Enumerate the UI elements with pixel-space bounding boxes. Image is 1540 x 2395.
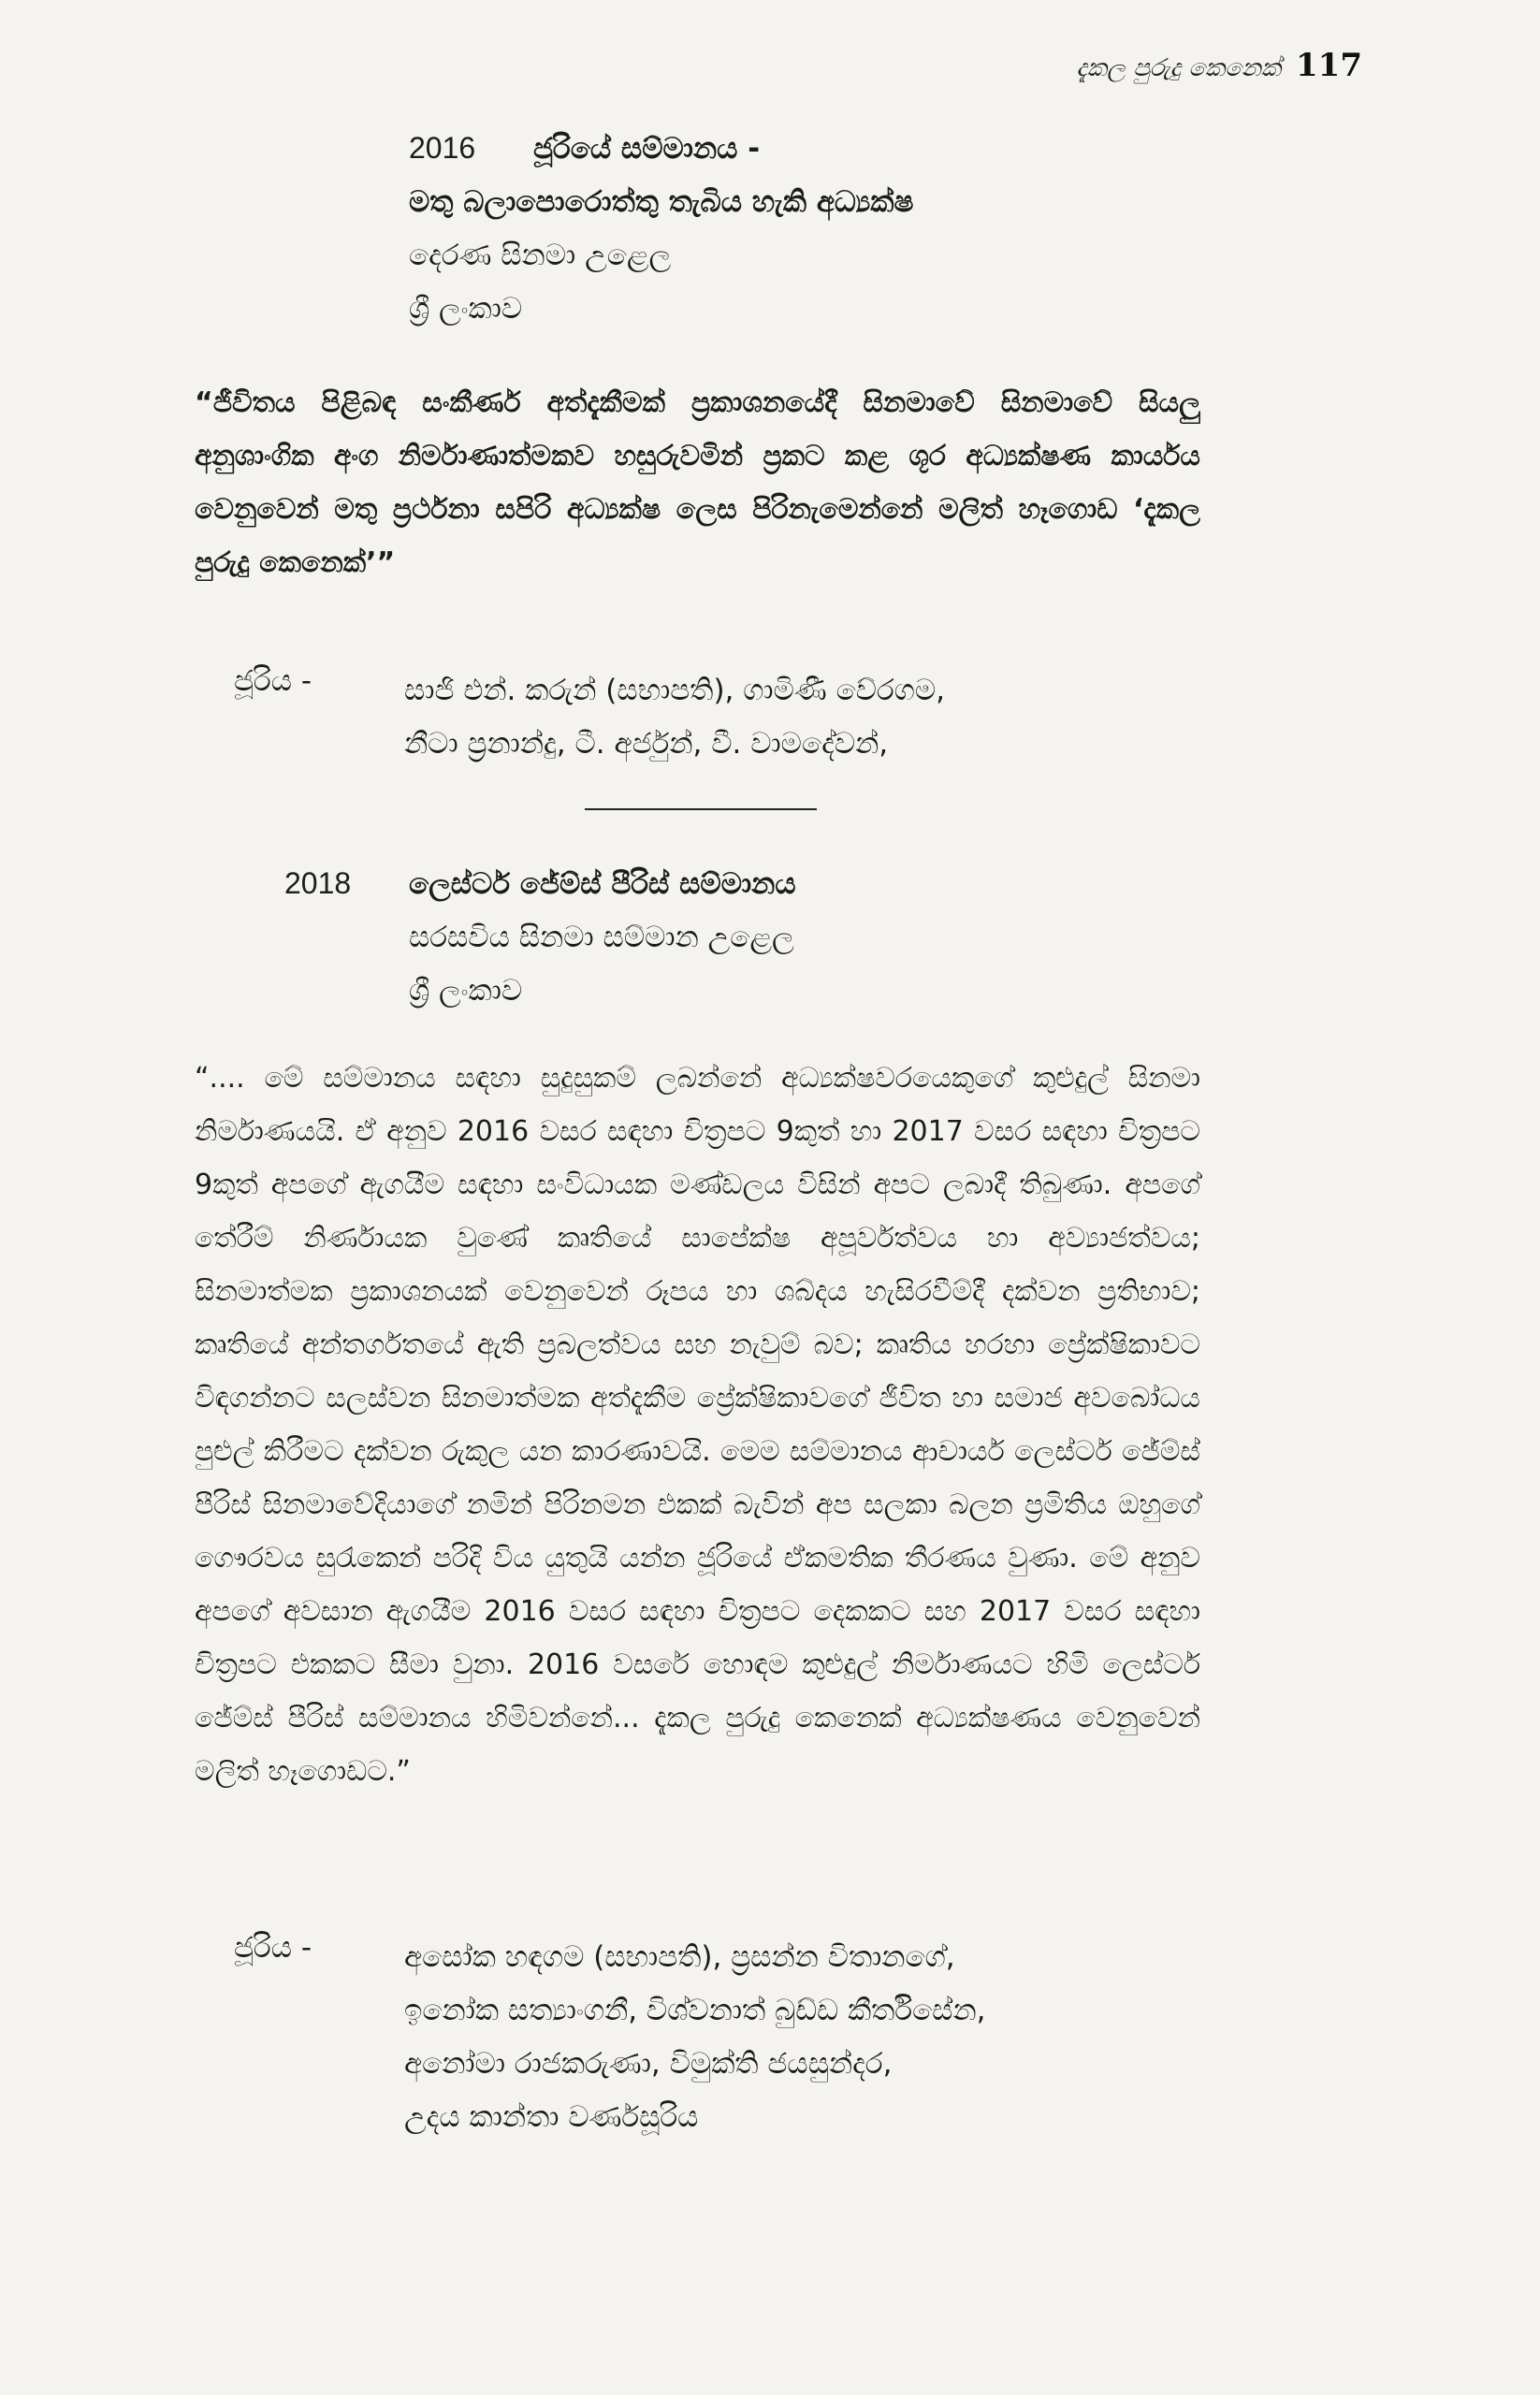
award-heading — [409, 131, 913, 167]
jury-label: ජූරිය - — [234, 1931, 312, 1965]
award-quote: “ජීවිතය පිළිබඳ සංකීර්ණ අත්දැකීමක් ප්‍රකාශනයේදී සිනමාවේ සිනමාවේ සියලු අනුශාංගික අංග නිර්මාණාත්මකව හසුරුවමින් ප්‍රකට කළ ශූර අධ්‍යක්ෂණ කාර්යය වෙනුවෙන් මතු ප්‍රර්ථනා සපිරි අධ්‍යක්ෂ ලෙස පිරිනැමෙන්නේ මලිත් හෑගොඩ ‘දැකල පුරුදු කෙනෙක්’” — [195, 386, 1200, 579]
award-heading — [284, 866, 796, 902]
award-title: ජූරියේ සම්මානය - — [533, 132, 761, 166]
section-divider — [585, 808, 817, 810]
award-title: ලෙස්ටර් ජේම්ස් පීරිස් සම්මානය — [409, 867, 796, 901]
jury-line: නීටා ප්‍රනාන්දු, ටී. අර්ජුන්, වී. වාමදේවන්, — [404, 727, 889, 761]
jury-names — [404, 664, 945, 771]
award-quote: “.... මේ සම්මානය සඳහා සුදුසුකම් ලබන්නේ අධ්‍යක්ෂවරයෙකුගේ කුළුදුල් සිනමා නිර්මාණයයි. ඒ අනුව 2016 වසර සඳහා චිත්‍රපට 9කුත් හා 2017 වසර සඳහා චිත්‍රපට 9කුත් අපගේ ඇගයීම සඳහා සංවිධායක මණ්ඩලය විසින් අපට ලබාදී තිබුණා. අපගේ තේරීම් නිර්ණායක වුණේ කෘතියේ සාපේක්ෂ අපූර්වත්වය හා අව්‍යාජත්වය; සිනමාත්මක ප්‍රකාශනයක් වෙනුවෙන් රූපය හා ශබ්දය හැසිරවීම්දී දක්වන ප්‍රතිභාව; කෘතියේ අන්තර්ගතයේ ඇති ප්‍රබලත්වය සහ නැවුම් බව; කෘතිය හරහා ප්‍රේක්ෂිකාවට විඳගන්නට සලස්වන සිනමාත්මක අත්දැකීම ප්‍රේක්ෂිකාවගේ ජීවිත හා සමාජ අවබෝධය පුළුල් කිරීමට දක්වන රුකුල යන කාරණාවයි. මෙම සම්මානය ආචාර්ය ලෙස්ටර් ජේම්ස් පීරිස් සිනමාවේදියාගේ නමින් පිරිනමන එකක් බැවින් අප සලකා බලන ප්‍රමිතිය ඔහුගේ ගෞරවය සුරැකෙන් පරිදි විය යුතුයි යන්න ජූරියේ ඒකමතික තීරණය වුණා. මේ අනුව අපගේ අවසාන ඇගයීම 2016 වසර සඳහා චිත්‍රපට දෙකකට සහ 2017 වසර සඳහා චිත්‍රපට එකකට සීමා වුනා. 2016 වසරේ හොඳම කුළුදුල් නිර්මාණයට හිමි ලෙස්ටර් ජේම්ස් පීරිස් සම්මානය හිමිවන්නේ... දැකල පුරුදු කෙනෙක් අධ්‍යක්ෂණය වෙනුවෙන් මලිත් හෑගොඩට.” — [195, 1062, 1200, 1788]
award-2018 — [284, 866, 796, 1009]
jury-line: සාජි එන්. කරුන් (සභාපති), ගාමිණී වේරගම, — [404, 674, 946, 707]
jury-block — [234, 1931, 986, 2144]
award-country: ශ්‍රී ලංකාව — [409, 292, 523, 326]
page-number: 117 — [1296, 47, 1362, 84]
award-year: 2018 — [284, 866, 352, 900]
jury-line: උදය කාන්තා වර්ණසූරිය — [404, 2100, 699, 2134]
award-2016 — [409, 131, 913, 327]
award-country: ශ්‍රී ලංකාව — [409, 974, 523, 1008]
award-festival: දෙරණ සිනමා උළෙල — [409, 239, 672, 272]
running-title: දැකල පුරුදු කෙනෙක් — [1076, 54, 1282, 82]
jury-line: අසෝක හඳගම (සභාපති), ප්‍රසන්න විතානගේ, — [404, 1940, 955, 1974]
jury-names — [404, 1931, 986, 2144]
jury-line: අනෝමා රාජකරුණා, විමුක්ති ජයසුන්දර, — [404, 2047, 893, 2081]
award-festival: සරසවිය සිනමා සම්මාන උළෙල — [409, 921, 794, 954]
running-header — [1076, 47, 1362, 84]
jury-line: ඉනෝක සත්‍යාංගනී, විශ්වනාත් බුඩ්ඩ කීර්තිසේන, — [404, 1994, 986, 2027]
award-year: 2016 — [409, 131, 476, 165]
jury-block — [234, 664, 945, 771]
award-subtitle: මතු බලාපොරොත්තු තැබිය හැකි අධ්‍යක්ෂ — [409, 185, 914, 219]
jury-label: ජූරිය - — [234, 664, 312, 698]
